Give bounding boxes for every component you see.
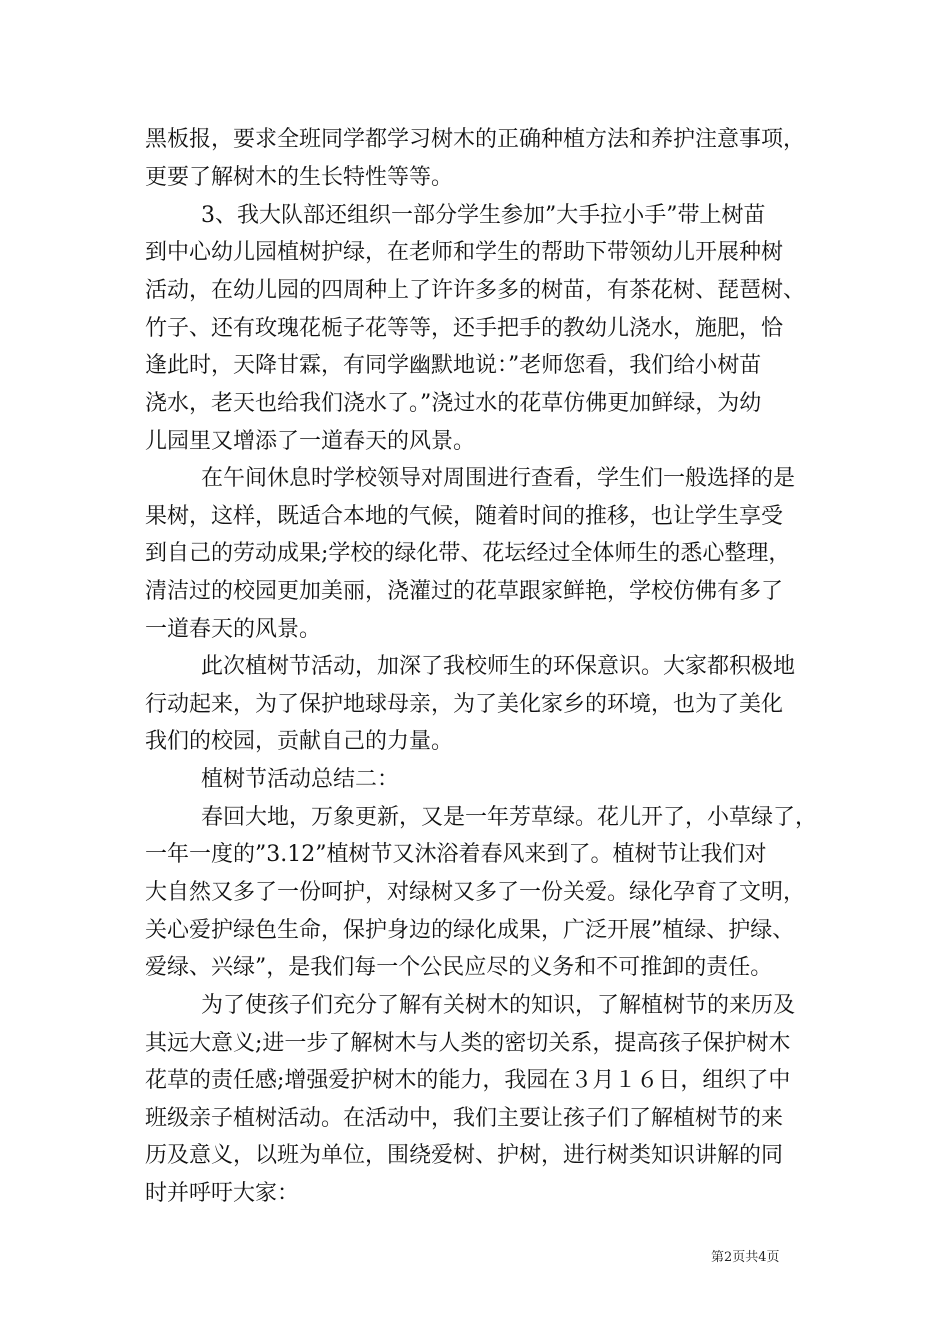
text-line: 一道春天的风景。 xyxy=(145,617,322,642)
page-number: 第2页共4页 xyxy=(711,1250,780,1265)
text-line: 时并呼吁大家： xyxy=(145,1181,300,1206)
text-line: 果树，这样，既适合本地的气候，随着时间的推移，也让学生享受 xyxy=(145,504,784,529)
text-line: 到中心幼儿园植树护绿，在老师和学生的帮助下带领幼儿开展种树 xyxy=(145,240,784,265)
text-line: 到自己的劳动成果;学校的绿化带、花坛经过全体师生的悉心整理， xyxy=(145,541,791,566)
text-line: 儿园里又增添了一道春天的风景。 xyxy=(145,429,476,454)
text-line: 3、我大队部还组织一部分学生参加”大手拉小手”带上树苗 xyxy=(201,203,766,228)
text-line: 浇水，老天也给我们浇水了。”浇过水的花草仿佛更加鲜绿，为幼 xyxy=(145,391,762,416)
text-line: 清洁过的校园更加美丽，浇灌过的花草跟家鲜艳，学校仿佛有多了 xyxy=(145,579,784,604)
text-line: 在午间休息时学校领导对周围进行查看，学生们一般选择的是 xyxy=(201,466,796,491)
section-heading: 植树节活动总结二： xyxy=(201,767,400,792)
text-line: 行动起来，为了保护地球母亲，为了美化家乡的环境，也为了美化 xyxy=(145,692,784,717)
text-line: 黑板报，要求全班同学都学习树木的正确种植方法和养护注意事项， xyxy=(145,127,806,152)
text-line: 历及意义，以班为单位，围绕爱树、护树，进行树类知识讲解的同 xyxy=(145,1143,784,1168)
text-line: 为了使孩子们充分了解有关树木的知识，了解植树节的来历及 xyxy=(201,993,796,1018)
text-line: 竹子、还有玫瑰花栀子花等等，还手把手的教幼儿浇水，施肥，恰 xyxy=(145,316,784,341)
text-line: 春回大地，万象更新，又是一年芳草绿。花儿开了，小草绿了， xyxy=(201,805,818,830)
text-line: 花草的责任感;增强爱护树木的能力，我园在３月１６日，组织了中 xyxy=(145,1068,791,1093)
text-line: 关心爱护绿色生命，保护身边的绿化成果，广泛开展”植绿、护绿、 xyxy=(145,918,795,943)
text-line: 逢此时，天降甘霖，有同学幽默地说：”老师您看，我们给小树苗 xyxy=(145,353,762,378)
text-line: 其远大意义;进一步了解树木与人类的密切关系，提高孩子保护树木 xyxy=(145,1031,791,1056)
text-line: 一年一度的”3.12”植树节又沐浴着春风来到了。植树节让我们对 xyxy=(145,842,767,867)
text-line: 更要了解树木的生长特性等等。 xyxy=(145,165,454,190)
text-line: 活动，在幼儿园的四周种上了许许多多的树苗，有茶花树、琵琶树、 xyxy=(145,278,806,303)
text-line: 爱绿、兴绿”，是我们每一个公民应尽的义务和不可推卸的责任。 xyxy=(145,955,773,980)
text-line: 班级亲子植树活动。在活动中，我们主要让孩子们了解植树节的来 xyxy=(145,1106,784,1131)
text-line: 此次植树节活动，加深了我校师生的环保意识。大家都积极地 xyxy=(201,654,796,679)
text-line: 我们的校园，贡献自己的力量。 xyxy=(145,729,454,754)
text-line: 大自然又多了一份呵护，对绿树又多了一份关爱。绿化孕育了文明， xyxy=(145,880,806,905)
